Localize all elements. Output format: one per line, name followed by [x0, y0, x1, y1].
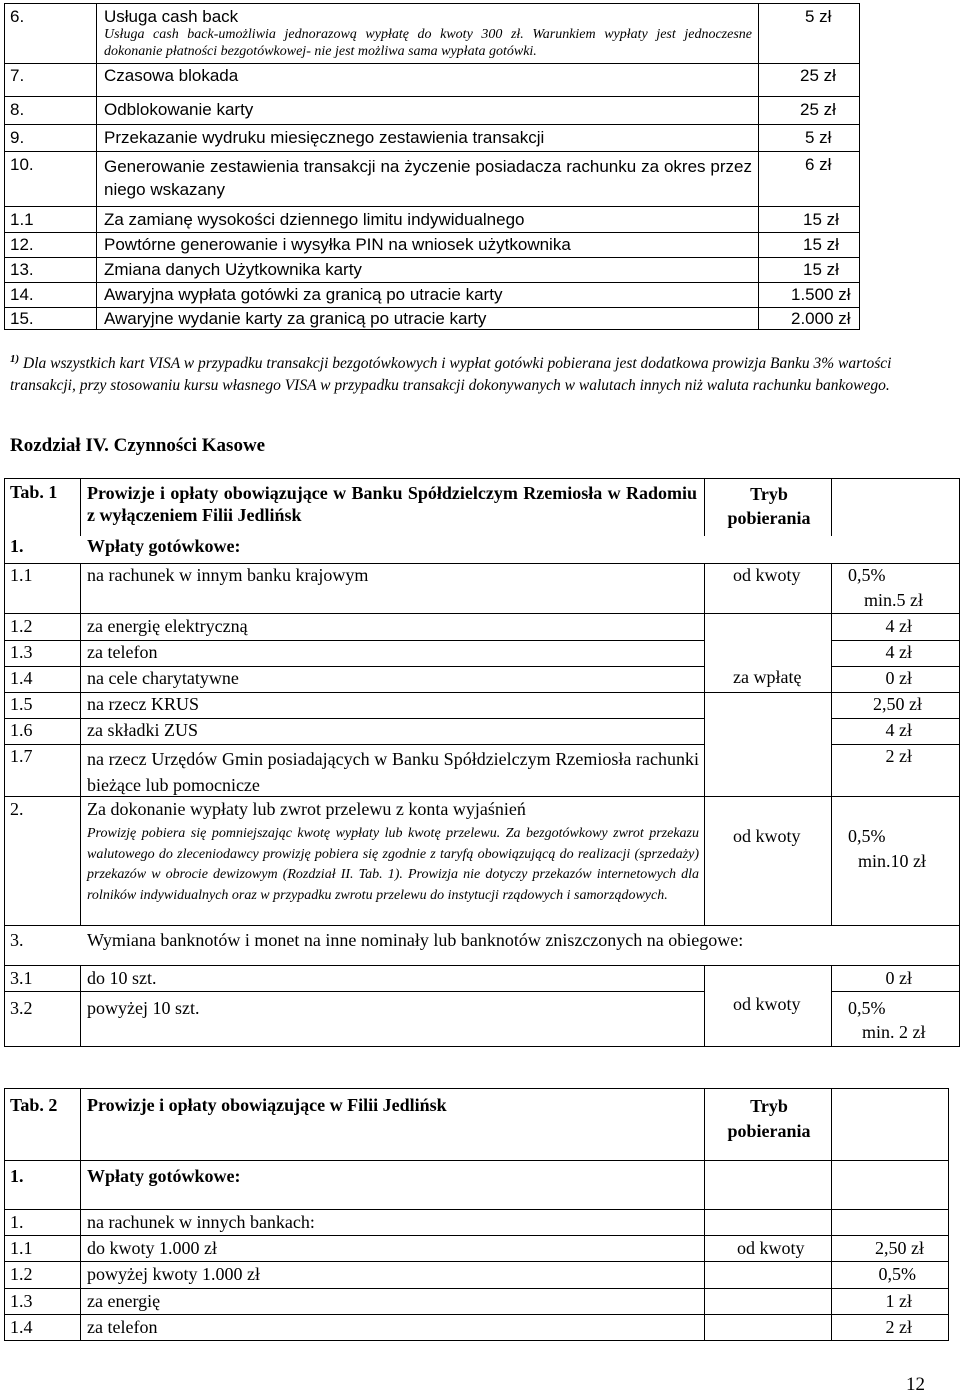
mode-header: Tryb pobierania [727, 484, 811, 528]
row-number: 1.7 [10, 746, 33, 766]
row-number: 6. [10, 7, 25, 26]
row-number: 14. [10, 285, 34, 304]
row-number: 12. [10, 235, 34, 254]
fee-value: 5 zł [805, 128, 832, 147]
fee-value: 1 zł [885, 1291, 912, 1311]
row-title: Wymiana banknotów i monet na inne nominały lub banknotów zniszczonych na obiegowe: [87, 930, 744, 950]
row-number: 1.1 [10, 565, 33, 585]
row-name: za energię elektryczną [87, 616, 248, 636]
row-mode: od kwoty [737, 1238, 805, 1258]
row-title: Za dokonanie wypłaty lub zwrot przelewu z konta wyjaśnień [87, 799, 526, 819]
row-name: na rachunek w innym banku krajowym [87, 565, 369, 585]
row-name: do 10 szt. [87, 968, 157, 988]
row-name: na rzecz KRUS [87, 694, 199, 714]
mode-header: Tryb pobierania [727, 1096, 811, 1141]
fee-value: 4 zł [885, 616, 912, 636]
fee-value: 5 zł [805, 7, 832, 26]
row-mode: od kwoty [733, 565, 801, 585]
fee-percent: 0,5% [848, 565, 886, 585]
row-number: 8. [10, 100, 25, 119]
fee-value: 1.500 zł [791, 285, 851, 304]
row-name: na rachunek w innych bankach: [87, 1212, 315, 1232]
row-number: 3.2 [10, 998, 33, 1018]
service-name: Odblokowanie karty [104, 100, 254, 119]
row-name: na cele charytatywne [87, 668, 239, 688]
section-number: 1. [10, 1166, 24, 1186]
row-number: 1.3 [10, 642, 33, 662]
fee-value: 2 zł [885, 1317, 912, 1337]
fee-value: 0 zł [885, 968, 912, 988]
row-number: 3.1 [10, 968, 33, 988]
fee-value: 15 zł [803, 210, 839, 229]
row-name: za telefon [87, 642, 158, 662]
row-number: 1.1 [10, 1238, 33, 1258]
row-name: powyżej 10 szt. [87, 998, 200, 1018]
fee-minimum: min. 2 zł [862, 1022, 926, 1042]
section-title: Wpłaty gotówkowe: [87, 536, 241, 556]
footnote-mark: 1) [10, 353, 20, 365]
page-number: 12 [906, 1374, 925, 1395]
service-name: Awaryjna wypłata gotówki za granicą po utracie karty [104, 285, 503, 304]
fee-value: 25 zł [800, 100, 836, 119]
service-name: Generowanie zestawienia transakcji na życzenie posiadacza rachunku za okres przez niego wskazany [104, 157, 752, 199]
fee-value: 0,5% [878, 1264, 916, 1284]
row-number: 10. [10, 155, 34, 174]
fee-value: 2.000 zł [791, 309, 851, 328]
section-number: 1. [10, 536, 24, 556]
fee-value: 15 zł [803, 260, 839, 279]
row-name: do kwoty 1.000 zł [87, 1238, 217, 1258]
row-number: 15. [10, 309, 34, 328]
row-name: powyżej kwoty 1.000 zł [87, 1264, 260, 1284]
row-mode: od kwoty [733, 994, 801, 1014]
service-name: Usługa cash back [104, 7, 239, 26]
row-number: 2. [10, 799, 24, 819]
fee-percent: 0,5% [848, 826, 886, 846]
table-title: Prowizje i opłaty obowiązujące w Banku Spółdzielczym Rzemiosła w Radomiu z wyłączeniem Filii Jedlińsk [87, 483, 697, 525]
row-number: 1.4 [10, 668, 33, 688]
service-name: Przekazanie wydruku miesięcznego zestawienia transakcji [104, 128, 545, 147]
service-name: Powtórne generowanie i wysyłka PIN na wniosek użytkownika [104, 235, 571, 254]
row-name: za składki ZUS [87, 720, 198, 740]
table-title: Prowizje i opłaty obowiązujące w Filii Jedlińsk [87, 1095, 447, 1115]
fee-value: 15 zł [803, 235, 839, 254]
row-number: 1.2 [10, 1264, 33, 1284]
row-number: 9. [10, 128, 25, 147]
row-number: 1.6 [10, 720, 33, 740]
fee-minimum: min.5 zł [864, 590, 923, 610]
fee-minimum: min.10 zł [858, 851, 926, 871]
row-number: 1.2 [10, 616, 33, 636]
mode-group: za wpłatę [733, 667, 802, 687]
fee-value: 2,50 zł [875, 1238, 924, 1258]
row-mode: od kwoty [733, 826, 801, 846]
fee-value: 25 zł [800, 66, 836, 85]
fee-value: 4 zł [885, 642, 912, 662]
row-name: za energię [87, 1291, 161, 1311]
fee-value: 4 zł [885, 720, 912, 740]
table-label: Tab. 2 [10, 1095, 58, 1115]
fee-value: 0 zł [885, 668, 912, 688]
row-number: 7. [10, 66, 25, 85]
row-name: za telefon [87, 1317, 158, 1337]
row-name: na rzecz Urzędów Gmin posiadających w Banku Spółdzielczym Rzemiosła rachunki bieżące lub pomocnicze [87, 749, 699, 795]
row-number: 13. [10, 260, 34, 279]
section-title: Rozdział IV. Czynności Kasowe [10, 435, 266, 456]
service-name: Awaryjne wydanie karty za granicą po utracie karty [104, 309, 487, 328]
service-name: Zmiana danych Użytkownika karty [104, 260, 362, 279]
row-number: 1.1 [10, 210, 34, 229]
service-name: Czasowa blokada [104, 66, 239, 85]
row-number: 1. [10, 1212, 24, 1232]
section-title: Wpłaty gotówkowe: [87, 1166, 241, 1186]
table-label: Tab. 1 [10, 482, 58, 502]
service-name: Za zamianę wysokości dziennego limitu indywidualnego [104, 210, 525, 229]
fee-value: 6 zł [805, 155, 832, 174]
fee-value: 2,50 zł [873, 694, 922, 714]
footnote-text: Dla wszystkich kart VISA w przypadku transakcji bezgotówkowych i wypłat gotówki pobierana jest dodatkowa prowizja Banku 3% wartości transakcji, przy stosowaniu kursu własnego VISA w przypadku transakcji dokonywanych w walutach innych niż waluta rachunku bankowego. [10, 355, 892, 395]
fee-percent: 0,5% [848, 998, 886, 1018]
service-description: Usługa cash back-umożliwia jednorazową wypłatę do kwoty 300 zł. Warunkiem wypłaty jest jednoczesne dokonanie płatności bezgotówkowej- nie jest możliwa sama wypłata gotówki. [104, 27, 752, 59]
row-number: 1.4 [10, 1317, 33, 1337]
footnote [10, 348, 935, 397]
row-note: Prowizję pobiera się pomniejszając kwotę wypłaty lub kwotę przelewu. Za bezgotówkowy zwrot przekazu walutowego do zleceniodawcy prowizję pobiera się zgodnie z taryfą obowiązującą do realizacji (sprzedaży) przekazów w obrocie dewizowym (Rozdział II. Tab. 1). Prowizja nie dotyczy przekazów internetowych dla rolników indywidualnych oraz w przypadku zwrotu przelewu do instytucji rządowych i samorządowych. [87, 826, 699, 903]
fee-value: 2 zł [885, 746, 912, 766]
row-number: 3. [10, 930, 24, 950]
row-number: 1.3 [10, 1291, 33, 1311]
row-number: 1.5 [10, 694, 33, 714]
